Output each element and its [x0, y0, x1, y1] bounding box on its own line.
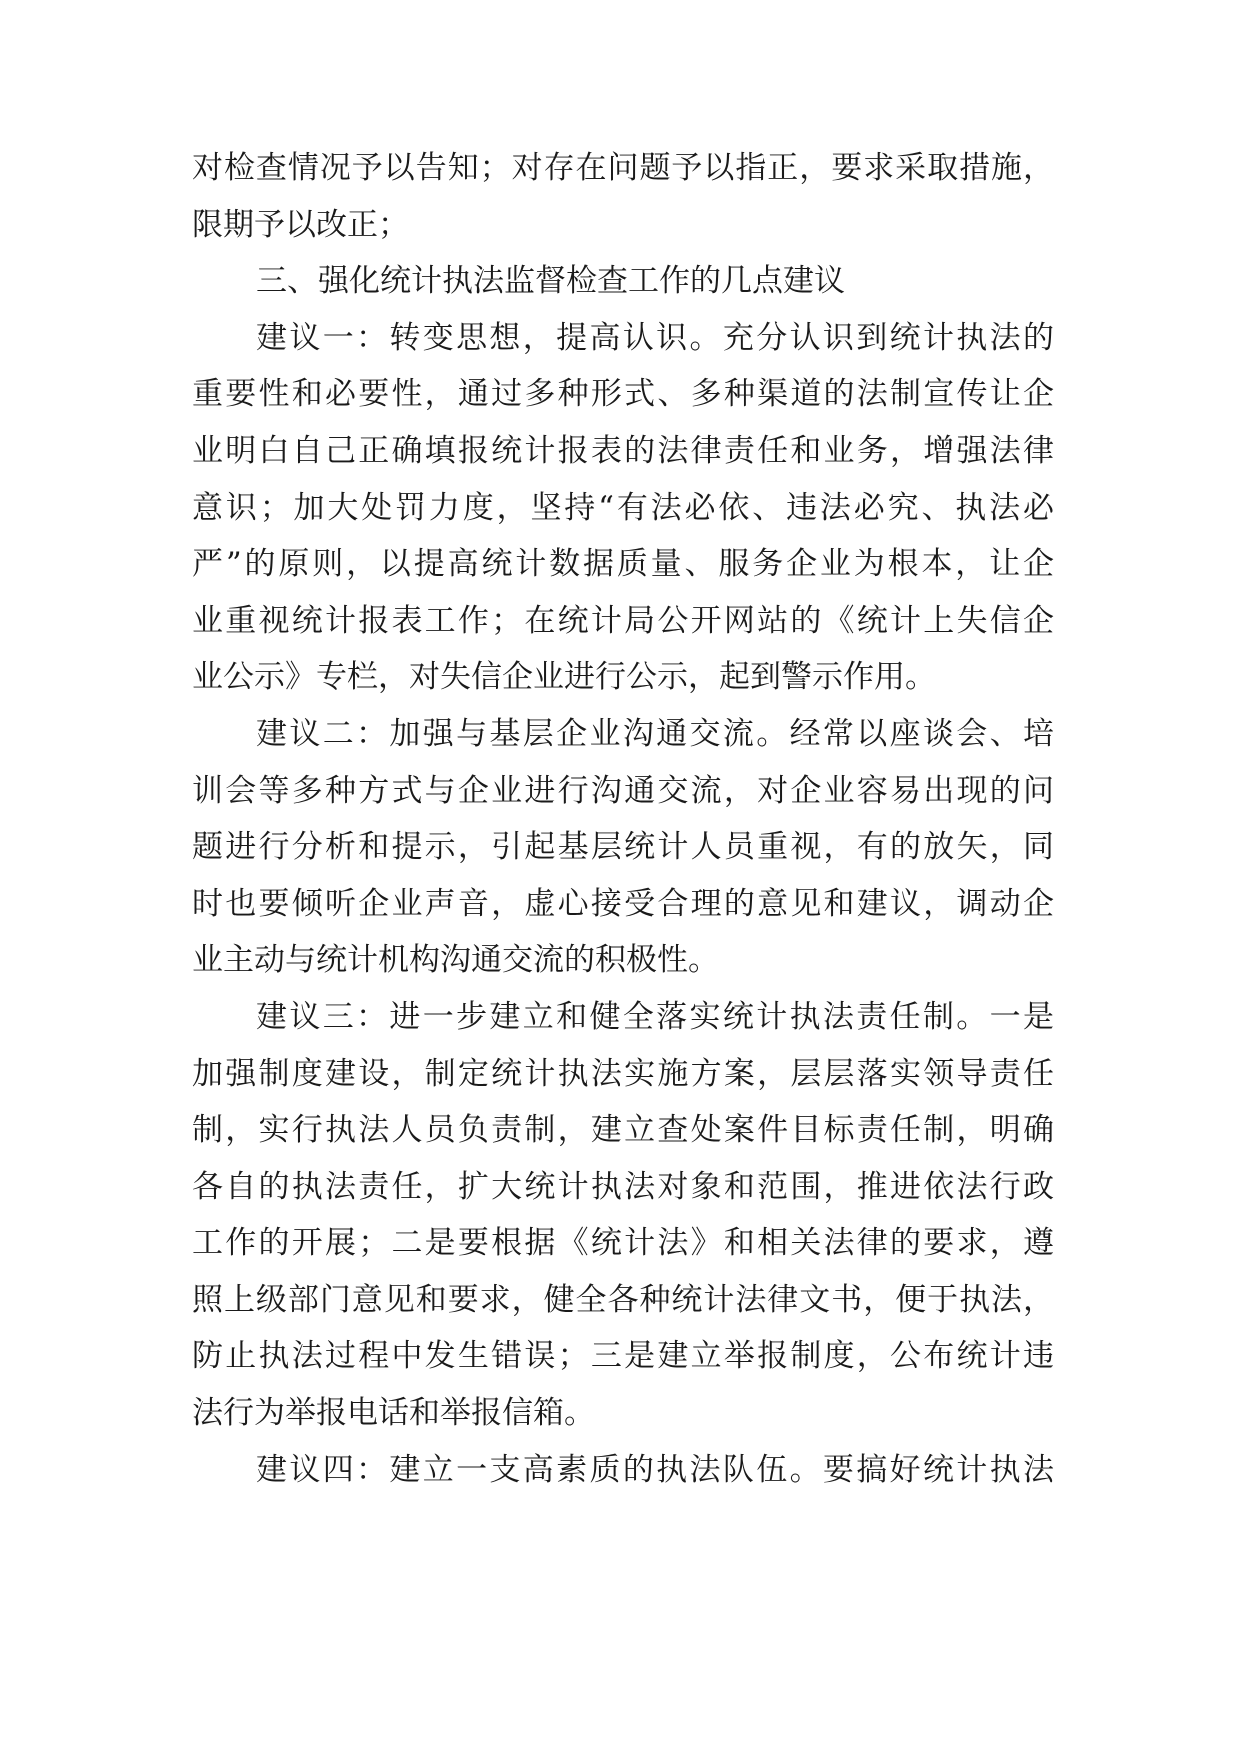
text-line: 训会等多种方式与企业进行沟通交流，对企业容易出现的问 [192, 772, 1054, 809]
text-line: 建议四：建立一支高素质的执法队伍。要搞好统计执法 [256, 1451, 1054, 1488]
text-line: 各自的执法责任，扩大统计执法对象和范围，推进依法行政 [192, 1168, 1054, 1205]
text-line: 照上级部门意见和要求，健全各种统计法律文书，便于执法， [192, 1281, 1054, 1318]
document-page [192, 140, 1054, 1498]
text-line: 制，实行执法人员负责制，建立查处案件目标责任制，明确 [192, 1112, 1054, 1149]
text-line: 工作的开展；二是要根据《统计法》和相关法律的要求，遵 [192, 1225, 1054, 1262]
text-line: 对检查情况予以告知；对存在问题予以指正，要求采取措施， [192, 150, 1054, 186]
text-line: 建议一：转变思想，提高认识。充分认识到统计执法的 [256, 319, 1054, 356]
text-line: 建议二：加强与基层企业沟通交流。经常以座谈会、培 [256, 715, 1054, 752]
text-line: 题进行分析和提示，引起基层统计人员重视，有的放矢，同 [192, 829, 1054, 866]
text-line: 业明白自己正确填报统计报表的法律责任和业务，增强法律 [192, 432, 1054, 469]
text-line: 限期予以改正； [192, 206, 409, 243]
text-line: 业公示》专栏，对失信企业进行公示，起到警示作用。 [192, 659, 936, 696]
text-line: 三、强化统计执法监督检查工作的几点建议 [256, 263, 845, 300]
text-line: 严”的原则，以提高统计数据质量、服务企业为根本，让企 [192, 546, 1054, 583]
text-line: 业重视统计报表工作；在统计局公开网站的《统计上失信企 [192, 602, 1054, 639]
text-line: 意识；加大处罚力度，坚持“有法必依、违法必究、执法必 [192, 489, 1054, 526]
text-line: 建议三：进一步建立和健全落实统计执法责任制。一是 [256, 998, 1054, 1035]
text-line: 业主动与统计机构沟通交流的积极性。 [192, 942, 719, 979]
text-line: 加强制度建设，制定统计执法实施方案，层层落实领导责任 [192, 1055, 1054, 1092]
text-line: 时也要倾听企业声音，虚心接受合理的意见和建议，调动企 [192, 885, 1054, 922]
text-line: 重要性和必要性，通过多种形式、多种渠道的法制宣传让企 [192, 376, 1054, 413]
text-line: 防止执法过程中发生错误；三是建立举报制度，公布统计违 [192, 1338, 1054, 1375]
text-line: 法行为举报电话和举报信箱。 [192, 1395, 595, 1432]
